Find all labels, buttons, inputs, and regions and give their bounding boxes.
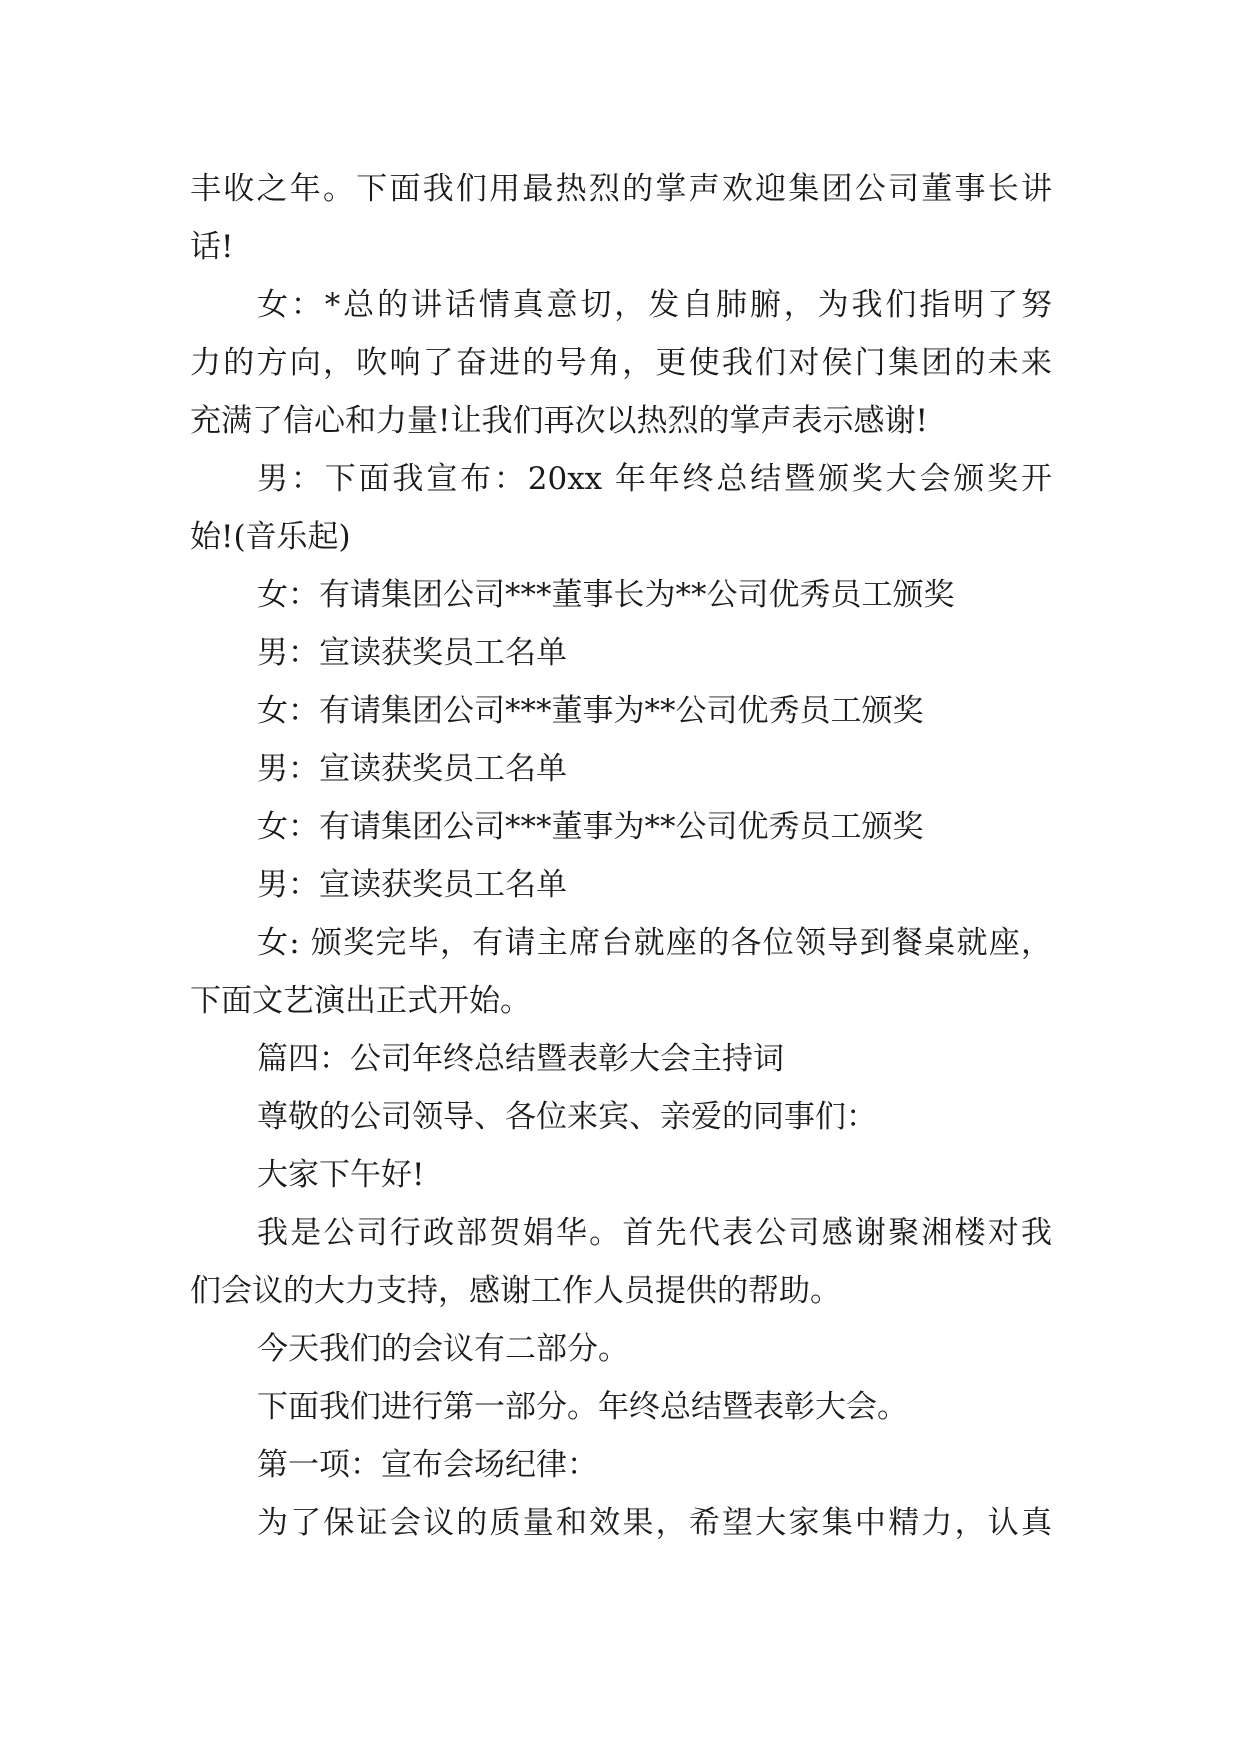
text-line: 尊敬的公司领导、各位来宾、亲爱的同事们：	[257, 1099, 877, 1135]
text-line: 女: 颁奖完毕，有请主席台就座的各位领导到餐桌就座，	[257, 925, 1052, 961]
text-line: 们会议的大力支持，感谢工作人员提供的帮助。	[190, 1273, 841, 1309]
text-line: 今天我们的会议有二部分。	[257, 1331, 629, 1367]
text-line: 女：有请集团公司***董事长为**公司优秀员工颁奖	[257, 577, 955, 613]
text-line: 男：宣读获奖员工名单	[257, 751, 567, 787]
text-line: 始!(音乐起)	[190, 519, 351, 555]
text-line: 男：宣读获奖员工名单	[257, 635, 567, 671]
text-line: 我是公司行政部贺娟华。首先代表公司感谢聚湘楼对我	[257, 1215, 1052, 1251]
text-line: 男：宣读获奖员工名单	[257, 867, 567, 903]
text-line: 下面我们进行第一部分。年终总结暨表彰大会。	[257, 1389, 908, 1425]
text-line: 话!	[190, 229, 234, 265]
text-line: 为了保证会议的质量和效果，希望大家集中精力，认真	[257, 1505, 1052, 1541]
text-line: 第一项：宣布会场纪律：	[257, 1447, 598, 1483]
text-line: 女：有请集团公司***董事为**公司优秀员工颁奖	[257, 693, 924, 729]
text-line: 丰收之年。下面我们用最热烈的掌声欢迎集团公司董事长讲	[190, 171, 1052, 207]
text-line: 大家下午好!	[257, 1157, 425, 1193]
document-body	[190, 160, 1052, 1552]
text-line: 力的方向，吹响了奋进的号角，更使我们对侯门集团的未来	[190, 345, 1052, 381]
text-line: 女：有请集团公司***董事为**公司优秀员工颁奖	[257, 809, 924, 845]
text-line: 女：*总的讲话情真意切，发自肺腑，为我们指明了努	[257, 287, 1052, 323]
text-line: 男：下面我宣布：20xx 年年终总结暨颁奖大会颁奖开	[257, 461, 1052, 497]
text-line: 下面文艺演出正式开始。	[190, 983, 531, 1019]
section-heading: 篇四：公司年终总结暨表彰大会主持词	[257, 1041, 784, 1077]
text-line: 充满了信心和力量!让我们再次以热烈的掌声表示感谢!	[190, 403, 928, 439]
